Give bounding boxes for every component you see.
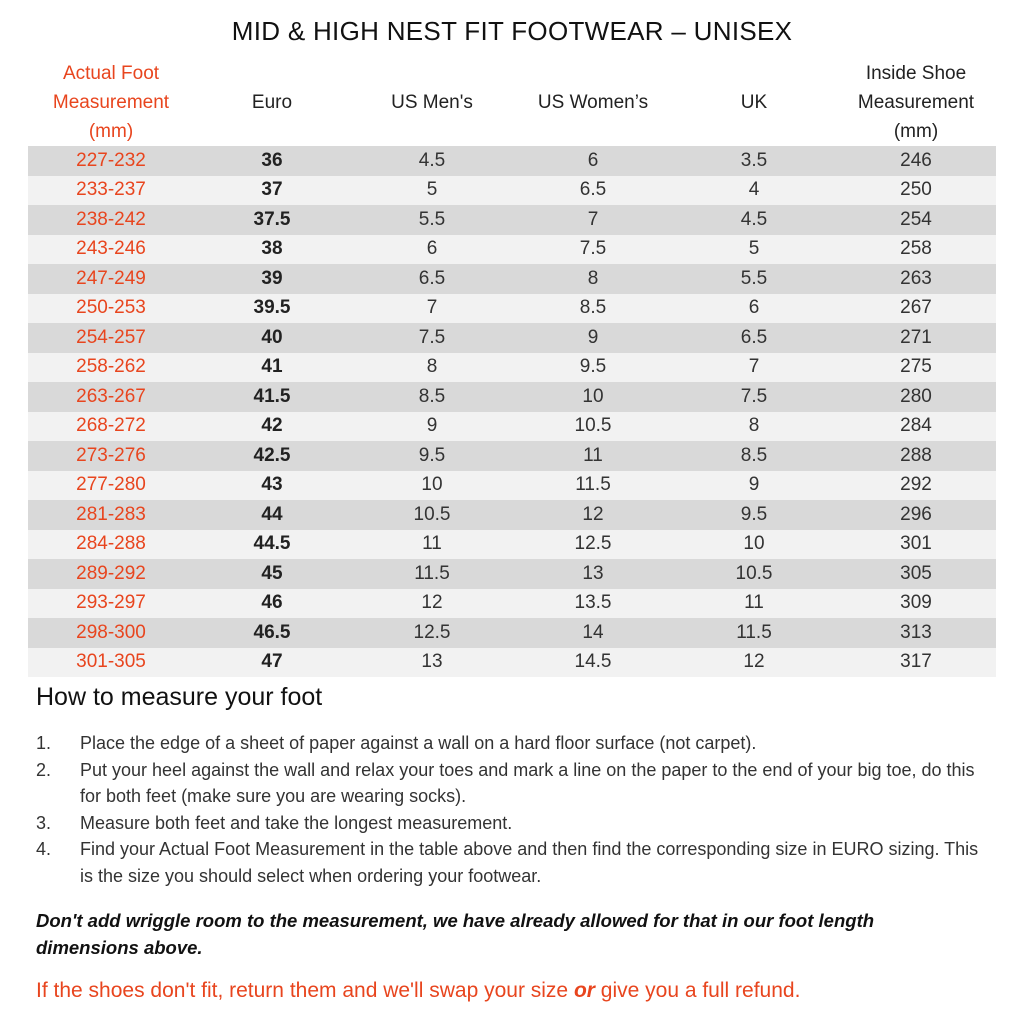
table-row bbox=[28, 264, 996, 294]
cell-us-mens: 10 bbox=[421, 474, 443, 496]
cell-actual-foot: 258-262 bbox=[76, 356, 146, 378]
table-row bbox=[28, 559, 996, 589]
cell-inside-shoe: 254 bbox=[900, 208, 932, 230]
table-row bbox=[28, 146, 996, 176]
table-row bbox=[28, 205, 996, 235]
header-us-mens: US Men's bbox=[391, 91, 473, 113]
cell-us-mens: 12 bbox=[421, 592, 443, 614]
table-header-row bbox=[28, 58, 996, 146]
cell-uk: 3.5 bbox=[740, 149, 768, 171]
cell-inside-shoe: 246 bbox=[900, 149, 932, 171]
cell-inside-shoe: 296 bbox=[900, 503, 932, 525]
cell-us-womens: 14 bbox=[582, 621, 604, 643]
cell-uk: 8.5 bbox=[740, 444, 768, 466]
cell-euro: 40 bbox=[261, 326, 283, 348]
cell-actual-foot: 298-300 bbox=[76, 621, 146, 643]
step-text: Place the edge of a sheet of paper against a wall on a hard floor surface (not carpet). bbox=[80, 733, 757, 753]
cell-us-womens: 6.5 bbox=[579, 179, 607, 201]
cell-uk: 7.5 bbox=[740, 385, 768, 407]
cell-actual-foot: 243-246 bbox=[76, 238, 146, 260]
step-text: Put your heel against the wall and relax your toes and mark a line on the paper to the end of your big toe, do this for both feet (make sure you are wearing socks). bbox=[80, 759, 975, 806]
cell-actual-foot: 263-267 bbox=[76, 385, 146, 407]
cell-inside-shoe: 292 bbox=[900, 474, 932, 496]
header-uk: UK bbox=[740, 91, 768, 113]
cell-us-womens: 14.5 bbox=[574, 651, 612, 673]
cell-uk: 11.5 bbox=[736, 621, 772, 643]
cell-actual-foot: 268-272 bbox=[76, 415, 146, 437]
cell-us-womens: 13.5 bbox=[574, 592, 612, 614]
step-number: 3. bbox=[36, 812, 52, 833]
step-number: 1. bbox=[36, 733, 52, 753]
header-us-womens: US Women’s bbox=[537, 91, 649, 113]
step-text: Find your Actual Foot Measurement in the table above and then find the corresponding size in EURO sizing. This is the size you should select when ordering your footwear. bbox=[80, 839, 979, 886]
cell-us-womens: 6 bbox=[587, 149, 599, 171]
cell-inside-shoe: 284 bbox=[900, 415, 932, 437]
cell-actual-foot: 284-288 bbox=[76, 533, 146, 555]
table-row bbox=[28, 618, 996, 648]
table-row bbox=[28, 412, 996, 442]
cell-euro: 37.5 bbox=[253, 208, 291, 230]
cell-uk: 8 bbox=[748, 415, 760, 437]
page-title: MID & HIGH NEST FIT FOOTWEAR – UNISEX bbox=[231, 16, 793, 46]
cell-euro: 36 bbox=[261, 149, 283, 171]
measure-step bbox=[36, 757, 981, 810]
cell-uk: 6 bbox=[748, 297, 760, 319]
measure-step bbox=[36, 810, 981, 837]
cell-actual-foot: 238-242 bbox=[76, 208, 146, 230]
cell-us-womens: 10 bbox=[582, 385, 604, 407]
header-actual-foot-line1: Actual Foot bbox=[62, 62, 160, 84]
guarantee-or: or bbox=[573, 979, 595, 1002]
header-inside-shoe-line3: (mm) bbox=[893, 120, 939, 142]
cell-inside-shoe: 271 bbox=[900, 326, 932, 348]
cell-us-womens: 7 bbox=[587, 208, 599, 230]
cell-us-mens: 4.5 bbox=[418, 149, 446, 171]
cell-us-mens: 8 bbox=[426, 356, 438, 378]
cell-inside-shoe: 288 bbox=[900, 444, 932, 466]
cell-us-mens: 5.5 bbox=[418, 208, 446, 230]
cell-euro: 41 bbox=[261, 356, 283, 378]
cell-inside-shoe: 280 bbox=[900, 385, 932, 407]
cell-euro: 44 bbox=[261, 503, 283, 525]
cell-us-womens: 8.5 bbox=[579, 297, 607, 319]
cell-uk: 9 bbox=[748, 474, 760, 496]
cell-uk: 12 bbox=[743, 651, 765, 673]
cell-us-womens: 11.5 bbox=[575, 474, 611, 496]
cell-uk: 11 bbox=[744, 592, 764, 614]
table-row bbox=[28, 382, 996, 412]
cell-euro: 38 bbox=[261, 238, 283, 260]
table-row bbox=[28, 441, 996, 471]
cell-actual-foot: 254-257 bbox=[76, 326, 146, 348]
cell-us-womens: 9 bbox=[587, 326, 599, 348]
cell-us-mens: 6 bbox=[426, 238, 438, 260]
header-inside-shoe-line1: Inside Shoe bbox=[865, 62, 967, 84]
table-row bbox=[28, 235, 996, 265]
cell-uk: 6.5 bbox=[740, 326, 768, 348]
step-number: 4. bbox=[36, 839, 52, 859]
table-row bbox=[28, 530, 996, 560]
cell-us-mens: 9 bbox=[426, 415, 438, 437]
guarantee-text-end: give you a full refund. bbox=[594, 979, 801, 1002]
header-actual-foot-line2: Measurement bbox=[52, 91, 170, 113]
cell-inside-shoe: 267 bbox=[900, 297, 932, 319]
cell-inside-shoe: 309 bbox=[900, 592, 932, 614]
cell-actual-foot: 289-292 bbox=[76, 562, 146, 584]
table-row bbox=[28, 648, 996, 678]
measure-steps bbox=[36, 730, 981, 889]
measurement-note: Don't add wriggle room to the measurement, we have already allowed for that in our foot length dimensions above. bbox=[36, 910, 875, 958]
cell-us-womens: 7.5 bbox=[579, 238, 607, 260]
cell-uk: 5 bbox=[748, 238, 760, 260]
cell-us-mens: 11 bbox=[422, 533, 442, 555]
cell-us-mens: 10.5 bbox=[413, 503, 451, 525]
cell-us-mens: 5 bbox=[426, 179, 438, 201]
cell-actual-foot: 227-232 bbox=[76, 149, 146, 171]
cell-actual-foot: 281-283 bbox=[76, 503, 146, 525]
cell-inside-shoe: 313 bbox=[900, 621, 932, 643]
cell-euro: 42.5 bbox=[253, 444, 291, 466]
cell-uk: 10 bbox=[743, 533, 765, 555]
cell-us-mens: 7.5 bbox=[418, 326, 446, 348]
guarantee-text-start: If the shoes don't fit, return them and we'll swap your size bbox=[36, 979, 574, 1002]
cell-actual-foot: 301-305 bbox=[76, 651, 146, 673]
fit-guarantee bbox=[36, 979, 800, 1003]
cell-euro: 39 bbox=[261, 267, 283, 289]
table-row bbox=[28, 471, 996, 501]
cell-actual-foot: 273-276 bbox=[76, 444, 146, 466]
table-body bbox=[28, 146, 996, 677]
cell-euro: 39.5 bbox=[253, 297, 291, 319]
cell-us-womens: 12 bbox=[582, 503, 604, 525]
cell-us-womens: 10.5 bbox=[574, 415, 612, 437]
cell-us-womens: 13 bbox=[582, 562, 604, 584]
cell-euro: 47 bbox=[261, 651, 283, 673]
cell-euro: 43 bbox=[261, 474, 283, 496]
cell-uk: 4.5 bbox=[740, 208, 768, 230]
header-euro: Euro bbox=[251, 91, 293, 113]
cell-us-mens: 11.5 bbox=[414, 562, 450, 584]
cell-uk: 7 bbox=[748, 356, 760, 378]
cell-euro: 45 bbox=[261, 562, 283, 584]
cell-inside-shoe: 258 bbox=[900, 238, 932, 260]
table-row bbox=[28, 323, 996, 353]
cell-us-womens: 9.5 bbox=[579, 356, 607, 378]
cell-euro: 42 bbox=[261, 415, 283, 437]
step-number: 2. bbox=[36, 759, 52, 780]
cell-actual-foot: 293-297 bbox=[76, 592, 146, 614]
cell-uk: 9.5 bbox=[740, 503, 768, 525]
table-row bbox=[28, 500, 996, 530]
header-actual-foot bbox=[28, 58, 194, 146]
cell-euro: 46 bbox=[261, 592, 283, 614]
size-table bbox=[28, 58, 996, 677]
cell-euro: 37 bbox=[261, 179, 283, 201]
cell-actual-foot: 250-253 bbox=[76, 297, 146, 319]
cell-us-mens: 8.5 bbox=[418, 385, 446, 407]
cell-us-mens: 13 bbox=[421, 651, 443, 673]
cell-actual-foot: 277-280 bbox=[76, 474, 146, 496]
table-row bbox=[28, 589, 996, 619]
table-row bbox=[28, 353, 996, 383]
header-actual-foot-line3: (mm) bbox=[88, 120, 134, 142]
cell-inside-shoe: 301 bbox=[900, 533, 932, 555]
cell-inside-shoe: 317 bbox=[900, 651, 932, 673]
step-text: Measure both feet and take the longest measurement. bbox=[80, 812, 513, 833]
cell-us-womens: 8 bbox=[587, 267, 599, 289]
cell-us-womens: 12.5 bbox=[574, 533, 612, 555]
cell-euro: 44.5 bbox=[253, 533, 291, 555]
table-row bbox=[28, 294, 996, 324]
cell-us-mens: 6.5 bbox=[418, 267, 446, 289]
measure-step bbox=[36, 836, 981, 889]
cell-inside-shoe: 263 bbox=[900, 267, 932, 289]
cell-us-womens: 11 bbox=[583, 444, 603, 466]
table-row bbox=[28, 176, 996, 206]
cell-uk: 5.5 bbox=[740, 267, 768, 289]
cell-us-mens: 12.5 bbox=[413, 621, 451, 643]
cell-inside-shoe: 250 bbox=[900, 179, 932, 201]
cell-euro: 46.5 bbox=[253, 621, 291, 643]
cell-actual-foot: 233-237 bbox=[76, 179, 146, 201]
cell-inside-shoe: 275 bbox=[900, 356, 932, 378]
cell-inside-shoe: 305 bbox=[900, 562, 932, 584]
cell-actual-foot: 247-249 bbox=[76, 267, 146, 289]
cell-us-mens: 9.5 bbox=[418, 444, 446, 466]
size-chart bbox=[28, 58, 996, 677]
header-inside-shoe bbox=[836, 58, 996, 146]
measure-step bbox=[36, 730, 981, 757]
header-inside-shoe-line2: Measurement bbox=[857, 91, 975, 113]
cell-uk: 4 bbox=[748, 179, 760, 201]
measure-heading: How to measure your foot bbox=[36, 683, 323, 711]
cell-us-mens: 7 bbox=[426, 297, 438, 319]
cell-euro: 41.5 bbox=[253, 385, 291, 407]
cell-uk: 10.5 bbox=[735, 562, 773, 584]
